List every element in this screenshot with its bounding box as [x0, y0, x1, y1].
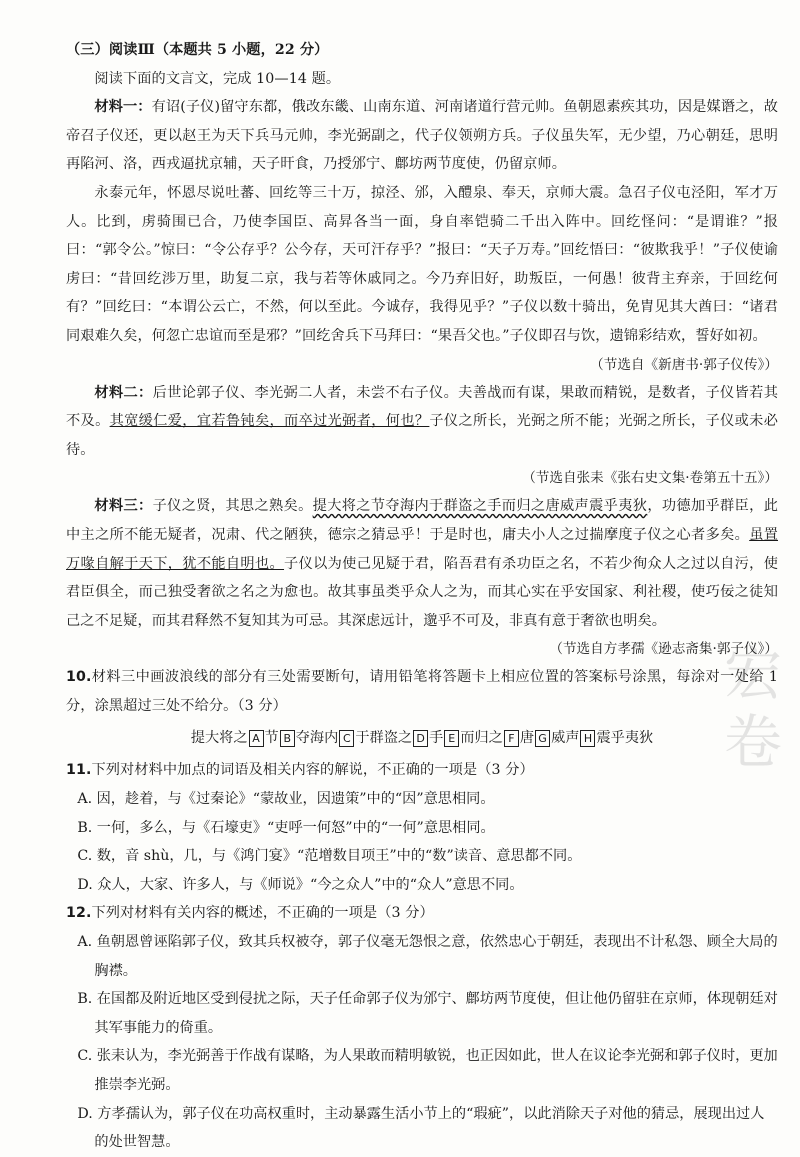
q11-option-d[interactable]: D. 众人，大家、许多人，与《师说》“今之众人”中的“众人”意思不同。	[77, 876, 524, 893]
segment: 于群盗之	[355, 730, 413, 747]
q11-option-a[interactable]: A. 因，趁着，与《过秦论》“蒙故业，因遗策”中的“因”意思相同。	[77, 791, 495, 808]
break-option-c[interactable]: C	[339, 730, 354, 747]
material-two-text-1: 后世论郭子仪、李光弼二人者，未尝不右子仪。夫善战而有谋，果敢而精锐，是数者，子仪皆若其不及。	[66, 384, 778, 430]
q12-option-a[interactable]: A. 鱼朝恩曾诬陷郭子仪，致其兵权被夺，郭子仪毫无怨恨之意，依然忠心于朝廷，表现出不计私怨、顾全大局的胸襟。	[77, 934, 778, 979]
material-two-source: （节选自张耒《张右史文集·卷第五十五》）	[522, 470, 778, 487]
break-option-g[interactable]: G	[535, 730, 550, 747]
exam-page	[66, 36, 778, 1157]
material-two	[66, 379, 778, 465]
question-10-number: 10.	[66, 669, 92, 686]
segment: 唐	[519, 730, 535, 747]
material-two-underlined: 其宽缓仁爱，宜若鲁钝矣，而卒过光弼者，何也？	[109, 413, 430, 430]
segment: 手	[429, 730, 444, 747]
segment: 提大将之	[190, 730, 248, 747]
q12-option-c[interactable]: C. 张耒认为，李光弼善于作战有谋略，为人果敢而精明敏锐，也正因如此，世人在议论李光弼和郭子仪时，更加推崇李光弼。	[77, 1048, 778, 1093]
material-three-underlined: 虽置万喙自解于天下，犹不能自明也。	[66, 526, 779, 572]
q12-option-b[interactable]: B. 在国都及附近地区受到侵扰之际，天子任命郭子仪为邠宁、鄜坊两节度使，但让他仍留驻在京师，体现朝廷对其军事能力的倚重。	[77, 991, 778, 1036]
question-12-number: 12.	[66, 905, 92, 922]
material-three-wavy: 提大将之节夺海内于群盗之手而归之唐威声震乎夷狄	[312, 498, 648, 515]
q11-option-b[interactable]: B. 一何，多么，与《石壕吏》“吏呼一何怒”中的“一何”意思相同。	[77, 819, 495, 836]
material-one-source: （节选自《新唐书·郭子仪传》）	[590, 356, 778, 373]
material-three-text-2: ，功德加乎群臣，此中主之所不能无疑者，况肃、代之陋狭，德宗之猜忌乎！于是时也，庸夫小人之过揣摩度子仪之心者多矣。	[66, 498, 778, 543]
q11-option-c[interactable]: C. 数，音 shù，几，与《鸿门宴》“范增数目项王”中的“数”读音、意思都不同。	[77, 848, 582, 865]
section-heading: （三）阅读Ⅲ（本题共 5 小题，22 分）	[66, 42, 329, 58]
material-one-text-1: 有诏(子仪)留守东都，俄改东畿、山南东道、河南诸道行营元帅。鱼朝恩素疾其功，因是媒谮之，故帝召子仪还，更以赵王为天下兵马元帅，李光弼副之，代子仪领朔方兵。子仪虽失军，无少望，乃心朝廷，思明再陷河、洛，西戎逼扰京辅，天子旰食，乃授邠宁、鄜坊两节度使，仍留京师。	[66, 99, 778, 173]
segment: 震乎夷狄	[596, 730, 654, 747]
break-option-f[interactable]: F	[504, 730, 519, 747]
segment: 威声	[551, 730, 580, 747]
material-one-para-2: 永泰元年，怀恩尽说吐蕃、回纥等三十万，掠泾、邠，入醴泉、奉天，京师大震。急召子仪屯泾阳，军才万人。比到，虏骑围已合，乃使李国臣、高昇各当一面，身自率铠骑二千出入阵中。回纥怪问：“是谓谁？”报曰：“郭令公。”惊曰：“令公存乎？公今存，天可汗存乎？”报曰：“天子万寿。”回纥悟曰：“彼欺我乎！”子仪使谕虏曰：“昔回纥涉万里，助复二京，我与若等休戚同之。今乃弃旧好，助叛臣，一何愚！彼背主弃亲，于回纥何有？”回纥曰：“本谓公云亡，不然，何以至此。今诚存，我得见乎？”子仪以数十骑出，免胄见其大酋曰：“诸君同艰难久矣，何忽亡忠谊而至是邪？”回纥舍兵下马拜曰：“果吾父也。”子仪即召与饮，遗锦彩结欢，誓好如初。	[66, 184, 778, 344]
punctuation-sentence	[66, 722, 778, 754]
question-11-text: 下列对材料中加点的词语及相关内容的解说，不正确的一项是（3 分）	[91, 762, 534, 779]
question-10-text: 材料三中画波浪线的部分有三处需要断句，请用铅笔将答题卡上相应位置的答案标号涂黑，每涂对一处给 1 分，涂黑超过三处不给分。（3 分）	[66, 669, 778, 714]
material-three-text-1: 子仪之贤，其思之熟矣。	[152, 498, 313, 515]
background-watermark: 宏卷	[724, 640, 783, 776]
question-12	[66, 899, 778, 928]
segment: 节	[264, 730, 279, 747]
break-option-b[interactable]: B	[280, 730, 295, 747]
break-option-a[interactable]: A	[249, 730, 264, 747]
instruction: 阅读下面的文言文，完成 10—14 题。	[94, 70, 341, 87]
material-one-para-1	[66, 93, 778, 179]
question-12-text: 下列对材料有关内容的概述，不正确的一项是（3 分）	[91, 905, 434, 922]
segment: 夺海内	[295, 730, 339, 747]
material-two-text-2: 子仪之所长，光弼之所不能；光弼之所长，子仪或未必待。	[66, 413, 778, 458]
segment: 而归之	[460, 730, 503, 747]
break-option-h[interactable]: H	[580, 730, 595, 747]
material-two-label: 材料二：	[94, 384, 153, 401]
material-one-label: 材料一：	[94, 99, 152, 116]
break-option-d[interactable]: D	[413, 730, 428, 747]
material-three-source: （节选自方孝孺《逊志斋集·郭子仪》）	[549, 641, 778, 658]
material-three	[66, 492, 778, 635]
question-10	[66, 663, 778, 720]
material-three-text-3: 子仪以为使己见疑于君，陷吾君有杀功臣之名，不若少徇众人之过以自污，使君臣俱全，而己独受奢欲之名之为愈也。故其事虽类乎众人之为，而其心实在乎安国家、利社稷，使巧佞之徒知己之不足疑，而其君释然不复知其为可忌。其深虑远计，邈乎不可及，非真有意于奢欲也明矣。	[66, 555, 778, 629]
q12-option-d[interactable]: D. 方孝孺认为，郭子仪在功高权重时，主动暴露生活小节上的“瑕疵”，以此消除天子对他的猜忌，展现出过人的处世智慧。	[77, 1105, 765, 1151]
break-option-e[interactable]: E	[444, 730, 459, 747]
question-11-number: 11.	[66, 762, 92, 779]
question-11	[66, 756, 778, 785]
material-three-label: 材料三：	[94, 498, 153, 515]
